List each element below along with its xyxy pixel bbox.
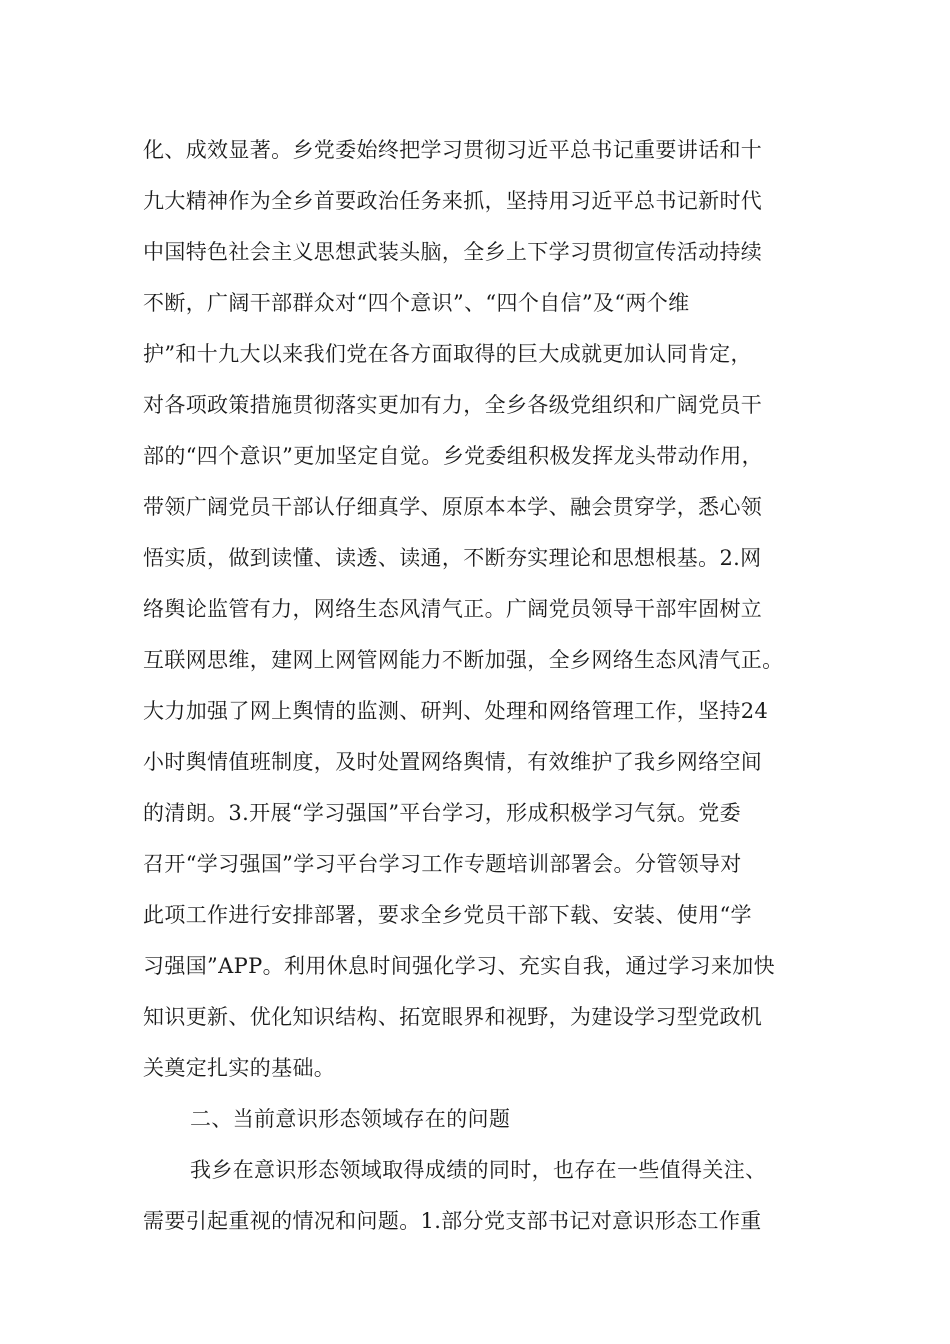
- body-line: 对各项政策措施贯彻落实更加有力，全乡各级党组织和广阔党员干: [143, 393, 763, 417]
- body-line: 不断，广阔干部群众对“四个意识”、“四个自信”及“两个维: [143, 291, 690, 315]
- body-line: 知识更新、优化知识结构、拓宽眼界和视野，为建设学习型党政机: [143, 1005, 763, 1029]
- body-line: 护”和十九大以来我们党在各方面取得的巨大成就更加认同肯定，: [143, 342, 752, 366]
- body-line: 部的“四个意识”更加坚定自觉。乡党委组积极发挥龙头带动作用，: [143, 444, 763, 468]
- body-line: 悟实质，做到读懂、读透、读通，不断夯实理论和思想根基。2.网: [143, 546, 762, 570]
- body-line: 大力加强了网上舆情的监测、研判、处理和网络管理工作，坚持24: [143, 699, 769, 723]
- body-line: 我乡在意识形态领域取得成绩的同时，也存在一些值得关注、: [190, 1158, 767, 1182]
- body-line: 的清朗。3.开展“学习强国”平台学习，形成积极学习气氛。党委: [143, 801, 742, 825]
- body-line: 需要引起重视的情况和问题。1.部分党支部书记对意识形态工作重: [143, 1209, 762, 1233]
- body-line: 九大精神作为全乡首要政治任务来抓，坚持用习近平总书记新时代: [143, 189, 763, 213]
- section-heading: 二、当前意识形态领域存在的问题: [190, 1107, 511, 1131]
- body-line: 化、成效显著。乡党委始终把学习贯彻习近平总书记重要讲话和十: [143, 138, 763, 162]
- body-line: 小时舆情值班制度，及时处置网络舆情，有效维护了我乡网络空间: [143, 750, 763, 774]
- body-line: 此项工作进行安排部署，要求全乡党员干部下载、安装、使用“学: [143, 903, 752, 927]
- body-line: 带领广阔党员干部认仔细真学、原原本本学、融会贯穿学，悉心领: [143, 495, 763, 519]
- body-line: 习强国”APP。利用休息时间强化学习、充实自我，通过学习来加快: [143, 954, 776, 978]
- body-line: 互联网思维，建网上网管网能力不断加强，全乡网络生态风清气正。: [143, 648, 784, 672]
- body-line: 络舆论监管有力，网络生态风清气正。广阔党员领导干部牢固树立: [143, 597, 763, 621]
- body-line: 关奠定扎实的基础。: [143, 1056, 336, 1080]
- body-line: 召开“学习强国”学习平台学习工作专题培训部署会。分管领导对: [143, 852, 742, 876]
- body-line: 中国特色社会主义思想武装头脑，全乡上下学习贯彻宣传活动持续: [143, 240, 763, 264]
